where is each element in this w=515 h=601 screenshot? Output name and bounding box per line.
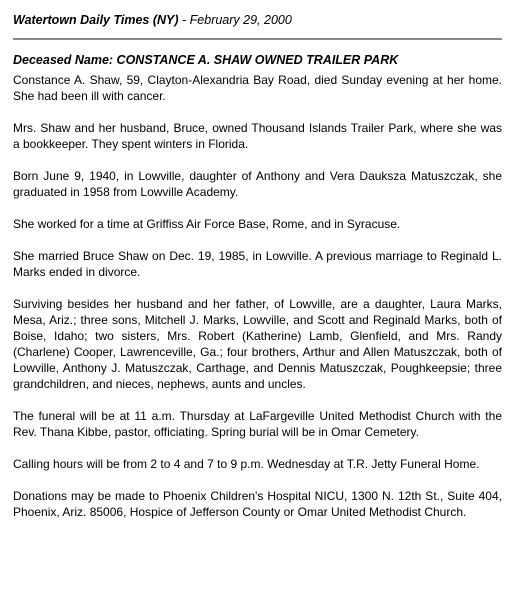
header-divider (13, 38, 502, 40)
obituary-paragraph: Mrs. Shaw and her husband, Bruce, owned Thousand Islands Trailer Park, where she was a bookkeeper. They spent winters in Florida. (13, 121, 502, 151)
deceased-name: CONSTANCE A. SHAW OWNED TRAILER PARK (116, 53, 399, 67)
obituary-paragraph: She worked for a time at Griffiss Air Force Base, Rome, and in Syracuse. (13, 217, 401, 231)
obituary-paragraph: The funeral will be at 11 a.m. Thursday at LaFargeville United Methodist Church with the Rev. Thana Kibbe, pastor, officiating. Spring burial will be in Omar Cemetery. (13, 409, 502, 439)
deceased-label: Deceased Name: (13, 53, 114, 67)
obituary-body (13, 72, 502, 520)
header-separator: - (178, 13, 190, 27)
obituary-paragraph: Born June 9, 1940, in Lowville, daughter of Anthony and Vera Dauksza Matuszczak, she graduated in 1958 from Lowville Academy. (13, 169, 502, 199)
deceased-heading (13, 52, 502, 68)
publication-header (13, 12, 502, 28)
obituary-paragraph: Donations may be made to Phoenix Children's Hospital NICU, 1300 N. 12th St., Suite 404, Phoenix, Ariz. 85006, Hospice of Jefferson County or Omar United Methodist Church. (13, 489, 502, 519)
publication-name: Watertown Daily Times (NY) (13, 13, 179, 27)
obituary-paragraph: She married Bruce Shaw on Dec. 19, 1985, in Lowville. A previous marriage to Reginald L. Marks ended in divorce. (13, 249, 502, 279)
obituary-paragraph: Surviving besides her husband and her father, of Lowville, are a daughter, Laura Marks, Mesa, Ariz.; three sons, Mitchell J. Marks, Lowville, and Scott and Reginald Marks, both of Boise, Idaho; two sisters, Mrs. Robert (Katherine) Lamb, Glenfield, and Mrs. Randy (Charlene) Cooper, Lawrenceville, Ga.; four brothers, Arthur and Allen Matuszczak, both of Lowville, Anthony J. Matuszczak, Carthage, and Dennis Matuszczak, Poughkeepsie; three grandchildren, and nieces, nephews, aunts and uncles. (13, 297, 502, 391)
publication-date: February 29, 2000 (189, 13, 292, 27)
obituary-paragraph: Calling hours will be from 2 to 4 and 7 to 9 p.m. Wednesday at T.R. Jetty Funeral Home. (13, 457, 480, 471)
obituary-paragraph: Constance A. Shaw, 59, Clayton-Alexandria Bay Road, died Sunday evening at her home. She had been ill with cancer. (13, 73, 502, 103)
